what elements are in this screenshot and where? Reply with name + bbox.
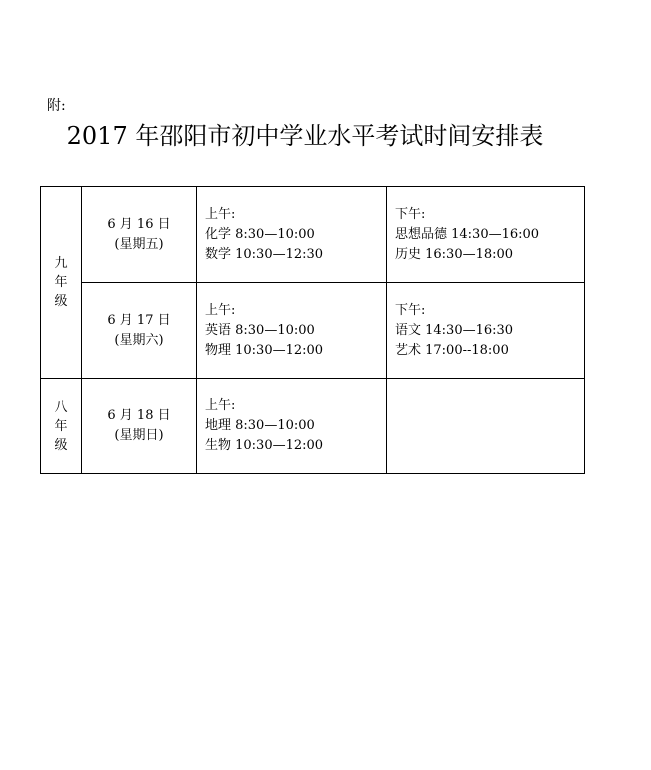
grade-cell-grade8	[41, 379, 82, 474]
exam-date: 6 月 17 日	[107, 312, 171, 328]
afternoon-exam: 历史 16:30—18:00	[395, 246, 514, 262]
grade-char: 年	[54, 418, 68, 434]
morning-label: 上午:	[205, 302, 236, 318]
afternoon-exam: 艺术 17:00--18:00	[395, 342, 509, 358]
exam-weekday: (星期日)	[114, 428, 164, 443]
morning-exam: 化学 8:30—10:00	[205, 226, 315, 242]
exam-date: 6 月 18 日	[107, 408, 171, 423]
table-row	[41, 283, 585, 379]
afternoon-label: 下午:	[395, 206, 426, 222]
exam-schedule-table	[40, 186, 585, 474]
morning-cell	[197, 379, 387, 474]
grade-char: 年	[54, 275, 68, 290]
afternoon-exam: 思想品德 14:30—16:00	[395, 226, 540, 242]
grade-cell-grade9	[41, 187, 82, 379]
afternoon-label: 下午:	[395, 302, 426, 318]
grade-char: 级	[54, 294, 68, 309]
morning-cell	[197, 283, 387, 379]
grade-char: 九	[54, 256, 68, 271]
morning-cell	[197, 187, 387, 283]
grade-char: 八	[54, 399, 68, 415]
morning-exam: 物理 10:30—12:00	[205, 342, 324, 358]
date-cell	[82, 187, 197, 283]
page-title: 2017 年邵阳市初中学业水平考试时间安排表	[66, 122, 544, 150]
date-cell	[82, 283, 197, 379]
attachment-label: 附:	[47, 98, 66, 114]
morning-exam: 地理 8:30—10:00	[205, 418, 315, 433]
exam-weekday: (星期五)	[114, 236, 164, 252]
morning-label: 上午:	[205, 206, 236, 222]
date-cell	[82, 379, 197, 474]
exam-weekday: (星期六)	[114, 332, 164, 348]
morning-exam: 英语 8:30—10:00	[205, 322, 315, 338]
afternoon-cell-empty	[387, 379, 585, 474]
grade-char: 级	[54, 437, 68, 453]
morning-label: 上午:	[205, 398, 236, 413]
morning-exam: 生物 10:30—12:00	[205, 438, 324, 453]
afternoon-exam: 语文 14:30—16:30	[395, 322, 514, 338]
afternoon-cell	[387, 283, 585, 379]
morning-exam: 数学 10:30—12:30	[205, 246, 324, 262]
table-row	[41, 379, 585, 474]
afternoon-cell	[387, 187, 585, 283]
table-row	[41, 187, 585, 283]
exam-date: 6 月 16 日	[107, 216, 171, 232]
